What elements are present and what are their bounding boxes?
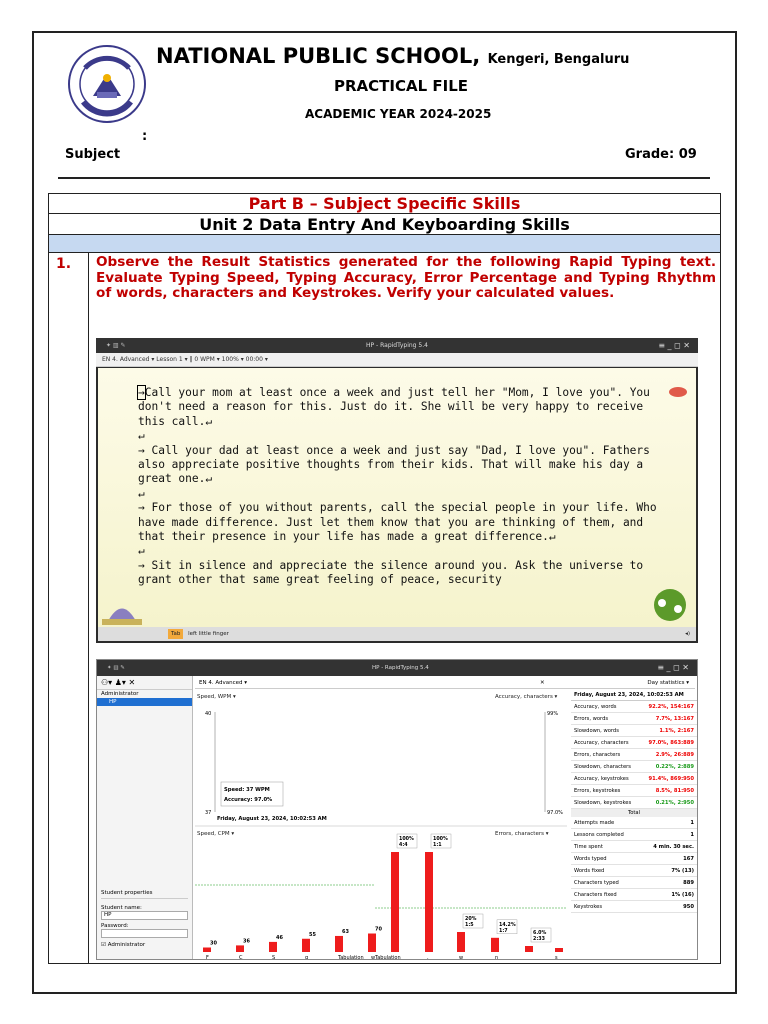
rapidtyping-lesson-screenshot	[96, 338, 698, 643]
stat-key: Accuracy, words	[574, 703, 617, 710]
window-title-2: HP - RapidTyping 5.4	[372, 665, 429, 671]
finger-hint: left little finger	[188, 631, 229, 637]
window-title: HP - RapidTyping 5.4	[366, 342, 428, 349]
plant-icon	[648, 585, 692, 625]
typing-paragraph: ↵	[138, 429, 145, 443]
stat-key: Slowdown, characters	[574, 763, 631, 770]
cpm-value-label: 55	[309, 931, 316, 938]
stat-key: Errors, words	[574, 715, 609, 722]
cpm-value-label: 70	[375, 926, 382, 933]
error-category-label: s	[555, 955, 558, 960]
stat-key: Attempts made	[574, 819, 615, 826]
part-heading: Part B – Subject Specific Skills	[48, 193, 721, 214]
stat-value: 1	[690, 831, 694, 838]
tab-key: Tab	[168, 629, 183, 639]
stat-row	[571, 761, 697, 773]
stat-value: 0.22%, 2:889	[655, 763, 694, 770]
stat-value: 7.7%, 13:167	[655, 715, 694, 722]
close-chart-icon[interactable]: ✕	[540, 680, 545, 686]
stat-value: 1% (16)	[671, 891, 694, 898]
typing-paragraph: ↵	[138, 544, 145, 558]
cpm-value-label: 36	[243, 938, 250, 945]
admin-checkbox[interactable]: ☑ Administrator	[101, 942, 146, 948]
accuracy-chars-label: Accuracy, characters ▾	[495, 694, 558, 700]
error-bar	[491, 938, 499, 952]
stat-row	[571, 773, 697, 785]
stat-value: 167	[683, 855, 694, 862]
academic-year: ACADEMIC YEAR 2024-2025	[305, 107, 492, 121]
stat-row	[571, 701, 697, 713]
error-category-label: n	[495, 955, 499, 960]
stat-row	[571, 749, 697, 761]
tooltip-accuracy: Accuracy: 97.0%	[224, 797, 273, 803]
stat-value: 97.0%, 863:889	[648, 739, 694, 746]
stat-value: 7% (13)	[671, 867, 694, 874]
day-stats-select[interactable]: Day statistics ▾	[647, 680, 689, 686]
stat-key: Lessons completed	[574, 831, 624, 838]
stat-value: 1.1%, 2:167	[659, 727, 694, 734]
stat-key: Errors, keystrokes	[574, 787, 621, 794]
statistics-panel	[571, 690, 697, 960]
stat-value: 4 min. 30 sec.	[653, 843, 694, 850]
typing-paragraph: → Call your dad at least once a week and just say "Dad, I love you". Fathers also appreciate positive thoughts from their kids. That will make his day a great one.↵	[138, 443, 657, 486]
total-heading: Total	[571, 809, 697, 817]
bird-icon	[666, 384, 690, 398]
wpm-bottom-tick: 37	[205, 810, 212, 816]
typing-paragraph: → For those of you without parents, call the special people in your life. Who have made difference. Just let them know that you are thinking of them, and that their presence in your life has made a great difference.↵	[138, 501, 664, 544]
users-sidebar	[97, 676, 193, 960]
user-admin[interactable]: Administrator	[101, 691, 139, 697]
password-label: Password:	[101, 923, 129, 929]
error-ratio-label: 1:5	[465, 923, 474, 928]
typing-area	[98, 368, 696, 627]
file-title: PRACTICAL FILE	[334, 77, 469, 95]
cpm-category-label: F	[206, 955, 209, 960]
cpm-bar	[269, 942, 277, 952]
stat-key: Keystrokes	[574, 903, 603, 910]
wpm-top-tick: 40	[205, 711, 212, 717]
stat-key: Slowdown, keystrokes	[574, 799, 632, 806]
stat-row	[571, 713, 697, 725]
stat-value: 1	[690, 819, 694, 826]
stat-key: Characters fixed	[574, 891, 617, 898]
grade-label: Grade: 09	[625, 147, 697, 162]
volume-icon[interactable]: ◂)	[685, 631, 690, 637]
cpm-category-label: S	[272, 955, 276, 960]
error-bar	[525, 946, 533, 952]
stats-date: Friday, August 23, 2024, 10:02:53 AM	[571, 690, 697, 701]
errors-chars-label: Errors, characters ▾	[495, 831, 549, 837]
cpm-category-label: Tabulation	[338, 955, 364, 960]
stats-charts	[195, 690, 567, 960]
subject-colon: :	[142, 129, 148, 144]
error-category-label: ,	[427, 955, 429, 960]
subject-label: Subject	[65, 147, 121, 162]
error-bar	[555, 948, 563, 952]
error-bar	[391, 852, 399, 952]
blue-band	[48, 234, 721, 253]
error-pct-label: 100%	[399, 837, 414, 842]
error-pct-label: 100%	[433, 837, 448, 842]
stat-key: Errors, characters	[574, 751, 621, 758]
speed-cpm-label: Speed, CPM ▾	[197, 831, 235, 837]
app-icons: ✦ ▥ ✎	[106, 342, 126, 349]
error-pct-label: 20%	[465, 917, 477, 922]
window-controls-2[interactable]: ≡ _ ◻ ✕	[657, 663, 689, 672]
error-ratio-label: 2:33	[533, 937, 545, 942]
typing-paragraph: →Call your mom at least once a week and just tell her "Mom, I love you". You don't need a reason for this. Just do it. She will be very happy to receive this call.↵	[138, 386, 657, 428]
error-bar	[457, 932, 465, 952]
question-text: Observe the Result Statistics generated for the following Rapid Typing text. Evaluate Typing Speed, Typing Accuracy, Error Percentage and Typing Rhythm of words, characters and Keystrokes. Verify your calculated values.	[96, 254, 716, 301]
stat-value: 950	[683, 903, 694, 910]
stat-row	[571, 889, 697, 901]
stat-key: Accuracy, keystrokes	[574, 775, 629, 782]
cpm-value-label: 46	[276, 934, 283, 941]
stat-key: Characters typed	[574, 879, 619, 886]
student-properties: Student properties	[101, 888, 188, 899]
unit-heading: Unit 2 Data Entry And Keyboarding Skills	[48, 213, 721, 235]
acc-bottom-tick: 97.0%	[547, 810, 563, 816]
typing-paragraph: ↵	[138, 486, 145, 500]
stat-value: 889	[683, 879, 694, 886]
stat-row	[571, 829, 697, 841]
error-bar	[425, 852, 433, 952]
cpm-category-label: w	[371, 955, 376, 960]
header-divider	[58, 177, 710, 179]
creature-icon	[102, 589, 142, 625]
stat-value: 8.5%, 81:950	[655, 787, 694, 794]
stat-value: 2.9%, 26:889	[655, 751, 694, 758]
cpm-category-label: C	[239, 955, 243, 960]
password-input[interactable]	[101, 929, 188, 938]
chart-date: Friday, August 23, 2024, 10:02:53 AM	[217, 816, 327, 822]
stat-row	[571, 877, 697, 889]
error-pct-label: 14.2%	[499, 922, 516, 928]
error-category-label: w	[459, 955, 464, 960]
error-pct-label: 6.0%	[533, 931, 547, 936]
lesson-select[interactable]: EN 4. Advanced ▾	[199, 680, 248, 686]
typing-paragraph: → Sit in silence and appreciate the silence around you. Ask the universe to grant other that same great feeling of peace, security	[138, 558, 650, 587]
cursor-mark: →	[138, 386, 145, 399]
student-name-label: Student name:	[101, 905, 142, 911]
error-ratio-label: 1:1	[433, 843, 442, 848]
lesson-toolbar[interactable]: EN 4. Advanced ▾ Lesson 1 ▾ ‖ 0 WPM ▾ 100% ▾ 00:00 ▾	[96, 353, 698, 367]
stat-row	[571, 853, 697, 865]
stat-key: Slowdown, words	[574, 727, 619, 734]
user-hp[interactable]: HP	[97, 698, 192, 706]
stat-key: Words typed	[574, 855, 607, 862]
acc-top-tick: 99%	[547, 711, 559, 717]
stat-row	[571, 737, 697, 749]
window-controls[interactable]: ≡ _ ◻ ✕	[658, 341, 690, 350]
stat-value: 91.4%, 869:950	[648, 775, 694, 782]
error-ratio-label: 1:7	[499, 928, 508, 934]
cpm-bar	[302, 939, 310, 952]
cpm-bar	[368, 934, 376, 953]
typing-text	[138, 386, 664, 588]
app-icons-2: ✦ ▥ ✎	[107, 665, 125, 671]
question-number: 1.	[49, 253, 89, 963]
stat-value: 92.2%, 154:167	[648, 703, 694, 710]
error-ratio-label: 4:4	[399, 843, 408, 848]
stat-row	[571, 817, 697, 829]
cpm-bar	[203, 948, 211, 953]
tooltip-speed: Speed: 37 WPM	[224, 787, 270, 793]
school-logo	[63, 44, 151, 124]
title-bar-2	[97, 660, 697, 676]
cpm-bar	[236, 945, 244, 952]
cpm-value-label: 63	[342, 928, 349, 935]
stat-row	[571, 797, 697, 809]
student-name-input[interactable]: HP	[101, 911, 188, 920]
stat-key: Words fixed	[574, 867, 605, 874]
speed-wpm-label: Speed, WPM ▾	[197, 694, 236, 700]
finger-hint-bar	[98, 627, 696, 641]
rapidtyping-stats-screenshot	[96, 659, 698, 960]
title-bar	[96, 338, 698, 353]
cpm-value-label: 30	[210, 940, 217, 947]
stat-key: Time spent	[574, 843, 603, 850]
stat-value: 0.21%, 2:950	[655, 799, 694, 806]
cpm-bar	[335, 936, 343, 952]
school-name: NATIONAL PUBLIC SCHOOL, Kengeri, Bengaluru	[156, 44, 630, 68]
cpm-category-label: q	[305, 955, 309, 960]
stat-row	[571, 901, 697, 913]
stat-row	[571, 841, 697, 853]
user-toolbar[interactable]: ⚇▾ ♟▾ ✕	[97, 676, 192, 690]
error-category-label: Tabulation	[375, 955, 401, 960]
stat-row	[571, 865, 697, 877]
stat-row	[571, 785, 697, 797]
stat-row	[571, 725, 697, 737]
stat-key: Accuracy, characters	[574, 739, 629, 746]
